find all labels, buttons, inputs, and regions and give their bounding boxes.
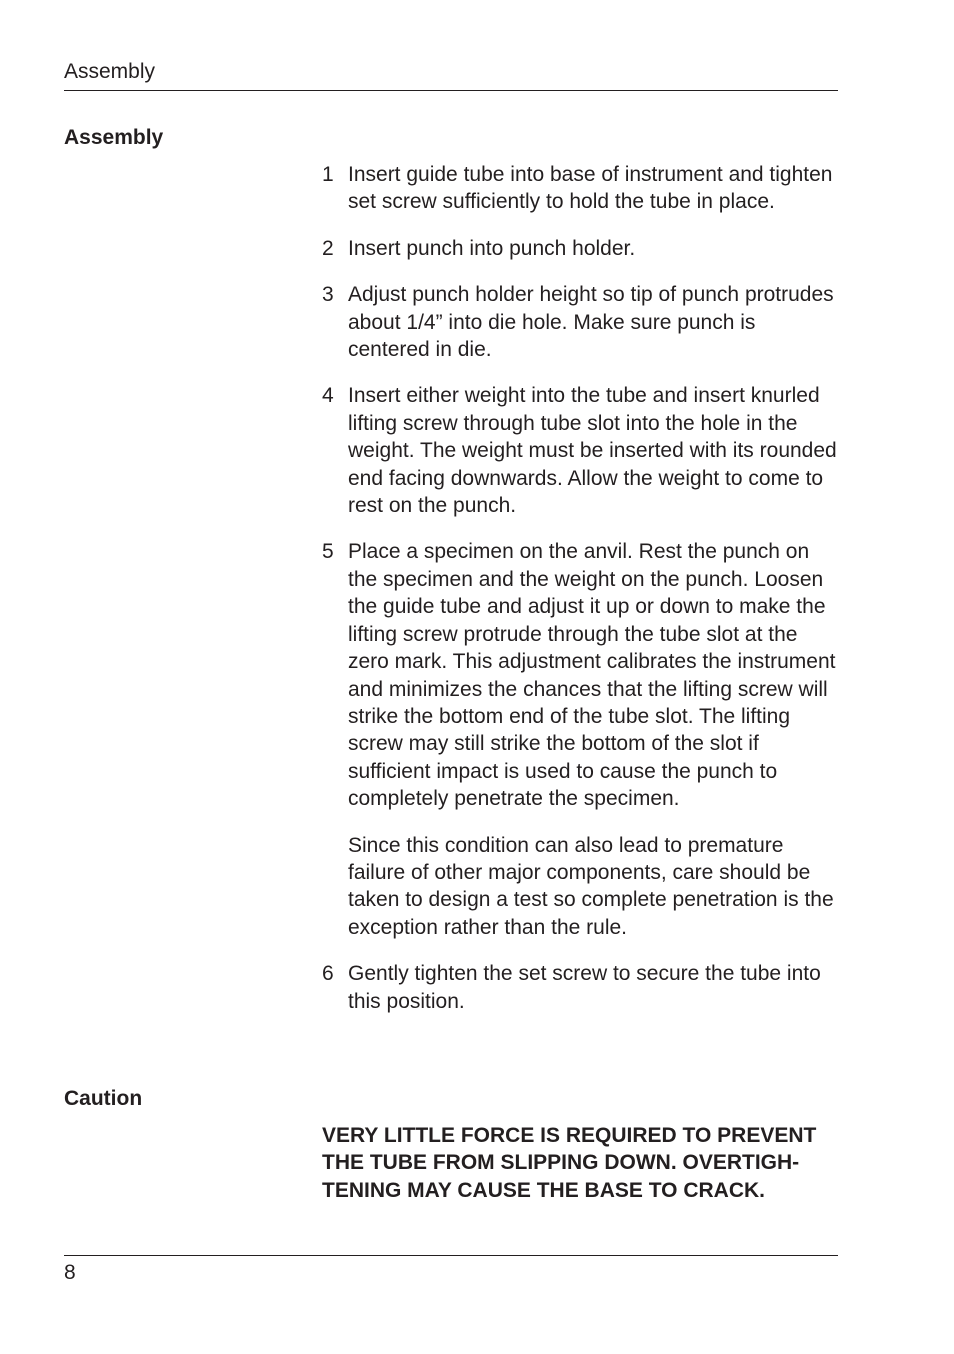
- section-heading-assembly: Assembly: [64, 126, 164, 149]
- step-body: [348, 281, 842, 363]
- page-number: 8: [64, 1261, 76, 1284]
- step-item: [322, 960, 842, 1015]
- step-paragraph: Place a specimen on the anvil. Rest the punch on the specimen and the weight on the punch. Loosen the guide tube and adjust it up or down to make the lifting screw protrude through the tube slot at the zero mark. This adjustment calibrates the instrument and minimizes the chances that the lifting screw will strike the bottom end of the tube slot. The lifting screw may still strike the bottom of the slot if sufficient impact is used to cause the punch to completely penetrate the specimen.: [348, 540, 836, 811]
- step-number: 4: [322, 384, 334, 408]
- step-number: 3: [322, 283, 334, 307]
- step-paragraph: Adjust punch holder height so tip of punch protrudes about 1/4” into die hole. Make sure punch is centered in die.: [348, 283, 834, 362]
- running-header-title: Assembly: [64, 60, 156, 83]
- step-paragraph: Insert guide tube into base of instrument and tighten set screw sufficiently to hold the tube in place.: [348, 163, 833, 214]
- assembly-steps-list: [322, 161, 842, 1034]
- header-rule: [64, 90, 838, 91]
- step-number: 6: [322, 962, 334, 986]
- step-number: 5: [322, 540, 334, 564]
- section-heading-caution: Caution: [64, 1087, 143, 1110]
- step-number: 2: [322, 236, 334, 260]
- step-item: [322, 235, 842, 262]
- step-body: [348, 382, 842, 519]
- step-number: 1: [322, 163, 334, 186]
- step-body: [348, 161, 842, 216]
- step-item: [322, 382, 842, 519]
- caution-warning-text: VERY LITTLE FORCE IS REQUIRED TO PREVENT THE TUBE FROM SLIPPING DOWN. OVERTIGH- TENING MAY CAUSE THE BASE TO CRACK.: [322, 1124, 817, 1202]
- step-body: [348, 960, 842, 1015]
- step-body: [348, 538, 842, 941]
- footer-rule: [64, 1255, 838, 1256]
- step-item: [322, 281, 842, 363]
- step-paragraph: Insert either weight into the tube and insert knurled lifting screw through tube slot into the hole in the weight. The weight must be inserted with its rounded end facing downwards. Allow the weight to come to rest on the punch.: [348, 384, 837, 518]
- step-paragraph: Gently tighten the set screw to secure the tube into this position.: [348, 962, 821, 1013]
- step-item: [322, 538, 842, 941]
- step-paragraph: Since this condition can also lead to premature failure of other major components, care should be taken to design a test so complete penetration is the exception rather than the rule.: [348, 833, 834, 939]
- step-body: [348, 235, 842, 262]
- step-paragraph: Insert punch into punch holder.: [348, 236, 636, 260]
- step-item: [322, 161, 842, 216]
